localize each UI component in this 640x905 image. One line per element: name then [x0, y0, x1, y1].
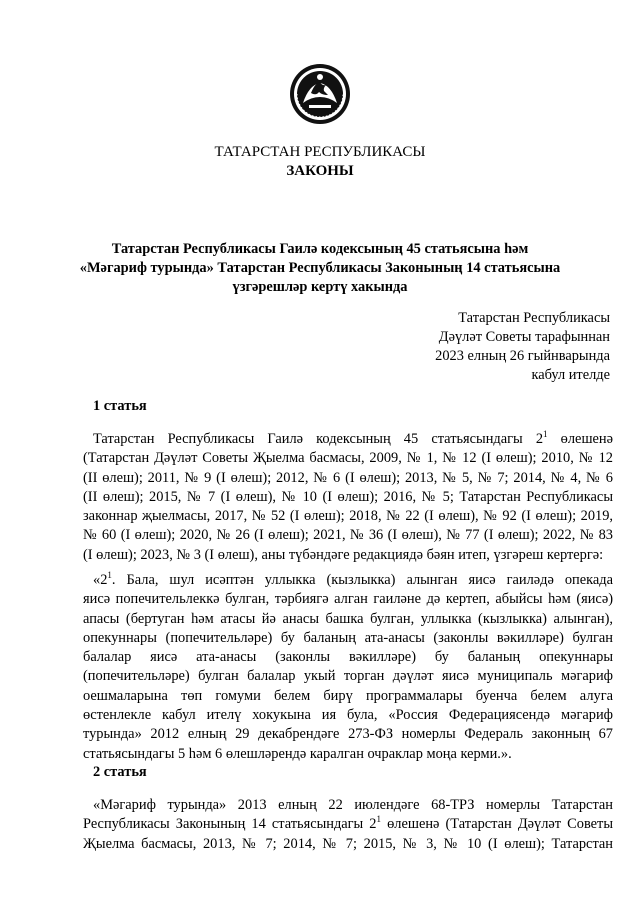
article-1-paragraph-1 [83, 430, 613, 565]
title-line: үзгәрешләр кертү хакында [232, 279, 408, 295]
header-law: ЗАКОНЫ [286, 163, 354, 179]
text-line: опекуннары (попечительләре) бу баланың ата-анасы (законлы вәкилләре) булган [83, 629, 613, 646]
text-line: өстенлекле кабул ителү хокукына ия була, «Россия Федерациясендә мәгариф [83, 707, 613, 724]
text-line: «$2^1$. Бала, шул исәптән уллыкка (кызлыкка) алынган яисә гаиләдә опекада [93, 570, 613, 588]
text-line: (попечительләре) булган балалар укый торган дәүләт яисә муниципаль мәгариф [83, 668, 613, 685]
text-line: законнар җыелмасы, 2017, № 52 (I өлеш); 2018, № 22 (I өлеш), № 92 (I өлеш); 2019, [83, 508, 613, 525]
text-line: (II өлеш); 2011, № 9 (I өлеш); 2012, № 6 (I өлеш); 2013, № 5, № 7; 2014, № 4, № 6 [83, 469, 613, 486]
text-line: яисә попечительлеккә булган, тәрбиягә алган гаиләне дә кертеп, абыйсы һәм (яисә) [83, 591, 613, 608]
text-line: № 60 (I өлеш); 2020, № 26 (I өлеш); 2021, № 36 (I өлеш), № 77 (I өлеш); 2022, № 83 [83, 527, 613, 544]
text-line: Республикасы Законының 14 статьясындагы $2^1$ өлешенә (Татарстан Дәүләт Советы [83, 814, 614, 833]
document-title [70, 240, 570, 297]
header-republic: ТАТАРСТАН РЕСПУБЛИКАСЫ [214, 144, 426, 160]
adoption-line: кабул ителде [531, 367, 610, 383]
text-line: Җыелма басмасы, 2013, № 7; 2014, № 7; 2015, № 3, № 10 (I өлеш); Татарстан [83, 835, 613, 852]
article-1-paragraph-2 [83, 571, 613, 764]
superscript: 1 [107, 570, 112, 580]
text-line: (I өлеш); 2023, № 3 (I өлеш), аны түбәндәге редакциядә бәян итеп, үзгәреш кертергә: [83, 546, 604, 563]
adoption-line: 2023 елның 26 гыйнварында [435, 348, 610, 364]
adoption-note [350, 309, 610, 385]
superscript: 1 [543, 429, 548, 439]
text-line: оешмаларына төп гомуми белем бирү программалары буенча белем алуга [83, 687, 613, 704]
title-line: «Мәгариф турында» Татарстан Республикасы Законының 14 статьясына [79, 260, 561, 276]
adoption-line: Дәүләт Советы тарафыннан [438, 329, 610, 345]
text-line: апасы (бертуган һәм атасы йә анасы башка булган, уллыкка (кызлыкка) алынган), [83, 610, 613, 627]
text-line: (II өлеш); 2015, № 7 (I өлеш), № 10 (I өлеш); 2016, № 5; Татарстан Республикасы [83, 488, 613, 505]
text-line: Татарстан Республикасы Гаилә кодексының 45 статьясындагы $2^1$ өлешенә [93, 429, 614, 447]
text-line: балалар яисә ата-анасы (законлы вәкилләре) бу баланың опекуннары [83, 649, 613, 666]
text-line: статьясындагы 5 һәм 6 өлешләрендә каралган очраклар моңа керми.». [83, 745, 512, 762]
tatarstan-coat-of-arms-icon [289, 63, 351, 125]
text-line: «Мәгариф турында» 2013 елның 22 июлендәге 68-ТРЗ номерлы Татарстан [93, 797, 613, 813]
article-1-heading: 1 статья [93, 398, 147, 414]
title-line: Татарстан Республикасы Гаилә кодексының 45 статьясына һәм [111, 241, 529, 257]
superscript: 1 [376, 814, 382, 825]
text-line: (Татарстан Дәүләт Советы Җыелма басмасы, 2009, № 1, № 12 (I өлеш); 2010, № 12 [83, 450, 613, 467]
article-2-heading: 2 статья [93, 764, 147, 780]
article-2-paragraph-1 [83, 796, 613, 854]
text-line: турында» 2012 елның 29 декабрендәге 273-ФЗ номерлы Федераль законның 67 [83, 726, 613, 743]
adoption-line: Татарстан Республикасы [458, 310, 610, 326]
